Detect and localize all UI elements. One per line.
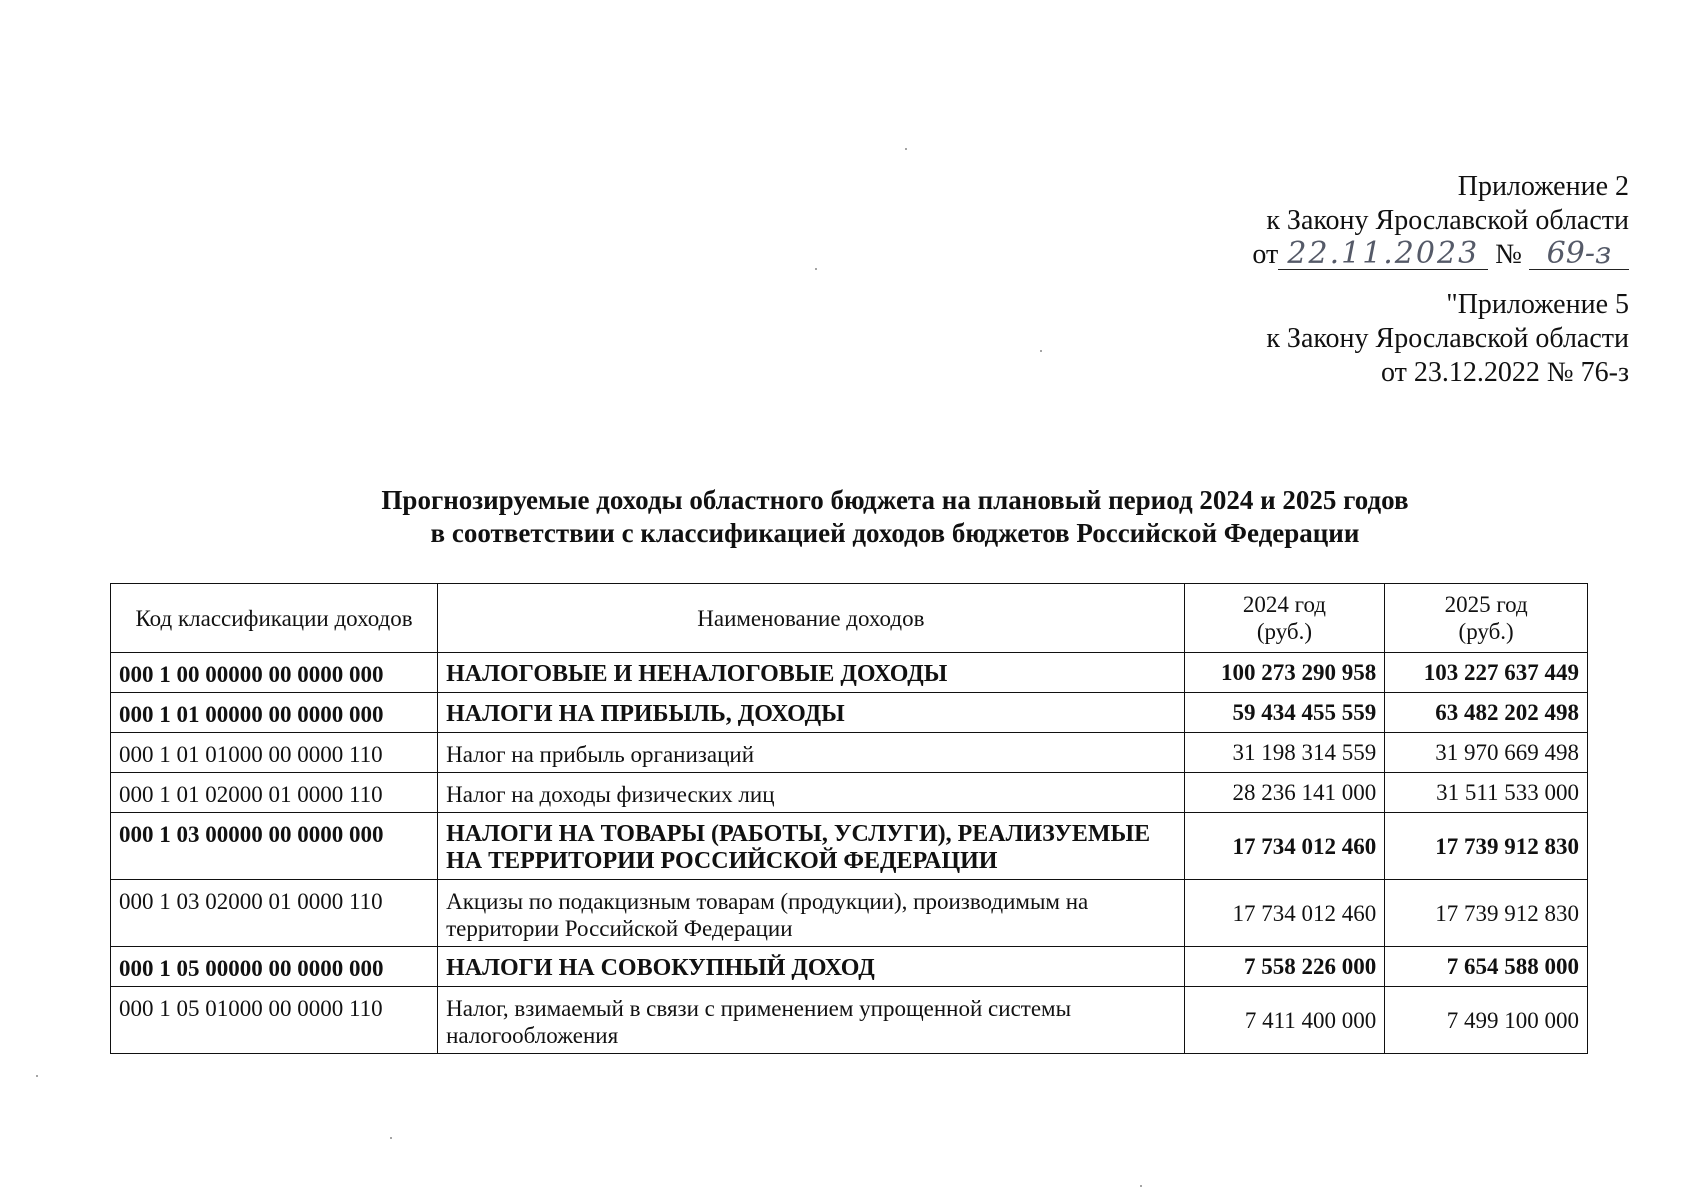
row-value-2025: 31 511 533 000: [1385, 773, 1588, 813]
prev-date-line: от 23.12.2022 № 76-з: [1381, 357, 1629, 388]
date-prefix: от: [1252, 239, 1279, 270]
row-name: Акцизы по подакцизным товарам (продукции), производимым на территории Российской Федерации: [438, 880, 1185, 947]
handwritten-date: 22.11.2023: [1278, 239, 1488, 270]
document-title: [0, 484, 1697, 550]
row-code: 000 1 05 00000 00 0000 000: [111, 947, 438, 987]
scan-speck: [1040, 350, 1042, 352]
row-code: 000 1 01 01000 00 0000 110: [111, 733, 438, 773]
row-value-2025: 7 654 588 000: [1385, 947, 1588, 987]
row-value-2025: 17 739 912 830: [1385, 813, 1588, 880]
revenue-table: [110, 583, 1588, 1054]
table-row: [111, 653, 1588, 693]
row-value-2024: 17 734 012 460: [1184, 880, 1385, 947]
scan-speck: [1140, 1185, 1142, 1187]
table-row: [111, 880, 1588, 947]
table-row: [111, 813, 1588, 880]
row-code: 000 1 01 02000 01 0000 110: [111, 773, 438, 813]
header-2024-year: 2024 год: [1242, 592, 1327, 617]
row-code: 000 1 03 02000 01 0000 110: [111, 880, 438, 947]
header-2024: [1184, 584, 1385, 653]
scan-speck: [36, 1075, 38, 1077]
appendix-line: Приложение 2: [1457, 171, 1629, 202]
row-name: НАЛОГИ НА СОВОКУПНЫЙ ДОХОД: [438, 947, 1185, 987]
row-name: НАЛОГИ НА ТОВАРЫ (РАБОТЫ, УСЛУГИ), РЕАЛИЗУЕМЫЕ НА ТЕРРИТОРИИ РОССИЙСКОЙ ФЕДЕРАЦИИ: [438, 813, 1185, 880]
row-value-2024: 7 558 226 000: [1184, 947, 1385, 987]
header-code: Код классификации доходов: [111, 584, 438, 653]
row-value-2025: 63 482 202 498: [1385, 693, 1588, 733]
header-2025-year: 2025 год: [1444, 592, 1528, 617]
law-line: к Закону Ярославской области: [1266, 205, 1629, 236]
row-value-2024: 100 273 290 958: [1184, 653, 1385, 693]
header-name: Наименование доходов: [438, 584, 1185, 653]
appendix-header: [1252, 170, 1629, 390]
row-value-2024: 17 734 012 460: [1184, 813, 1385, 880]
row-code: 000 1 00 00000 00 0000 000: [111, 653, 438, 693]
table-row: [111, 987, 1588, 1054]
table-row: [111, 773, 1588, 813]
scan-speck: [390, 1137, 392, 1139]
number-prefix: №: [1495, 239, 1522, 270]
table-row: [111, 947, 1588, 987]
prev-appendix-line: "Приложение 5: [1446, 289, 1629, 320]
row-name: НАЛОГОВЫЕ И НЕНАЛОГОВЫЕ ДОХОДЫ: [438, 653, 1185, 693]
table-row: [111, 693, 1588, 733]
scan-speck: [905, 148, 907, 150]
row-name: НАЛОГИ НА ПРИБЫЛЬ, ДОХОДЫ: [438, 693, 1185, 733]
row-value-2024: 59 434 455 559: [1184, 693, 1385, 733]
row-value-2025: 7 499 100 000: [1385, 987, 1588, 1054]
title-line-1: Прогнозируемые доходы областного бюджета на плановый период 2024 и 2025 годов: [381, 485, 1409, 515]
row-code: 000 1 01 00000 00 0000 000: [111, 693, 438, 733]
row-name: Налог на прибыль организаций: [438, 733, 1185, 773]
row-value-2024: 31 198 314 559: [1184, 733, 1385, 773]
row-value-2024: 28 236 141 000: [1184, 773, 1385, 813]
row-name: Налог, взимаемый в связи с применением упрощенной системы налогообложения: [438, 987, 1185, 1054]
prev-law-line: к Закону Ярославской области: [1266, 323, 1629, 354]
row-code: 000 1 05 01000 00 0000 110: [111, 987, 438, 1054]
row-value-2025: 103 227 637 449: [1385, 653, 1588, 693]
row-value-2024: 7 411 400 000: [1184, 987, 1385, 1054]
handwritten-number: 69-з: [1529, 239, 1629, 270]
row-code: 000 1 03 00000 00 0000 000: [111, 813, 438, 880]
header-2025: [1385, 584, 1588, 653]
table-header-row: [111, 584, 1588, 653]
header-2025-unit: (руб.): [1458, 619, 1514, 644]
date-number-line: [1252, 238, 1629, 272]
scan-speck: [815, 268, 817, 270]
header-2024-unit: (руб.): [1256, 619, 1313, 644]
row-name: Налог на доходы физических лиц: [438, 773, 1185, 813]
row-value-2025: 17 739 912 830: [1385, 880, 1588, 947]
row-value-2025: 31 970 669 498: [1385, 733, 1588, 773]
table-row: [111, 733, 1588, 773]
title-line-2: в соответствии с классификацией доходов бюджетов Российской Федерации: [430, 518, 1360, 548]
